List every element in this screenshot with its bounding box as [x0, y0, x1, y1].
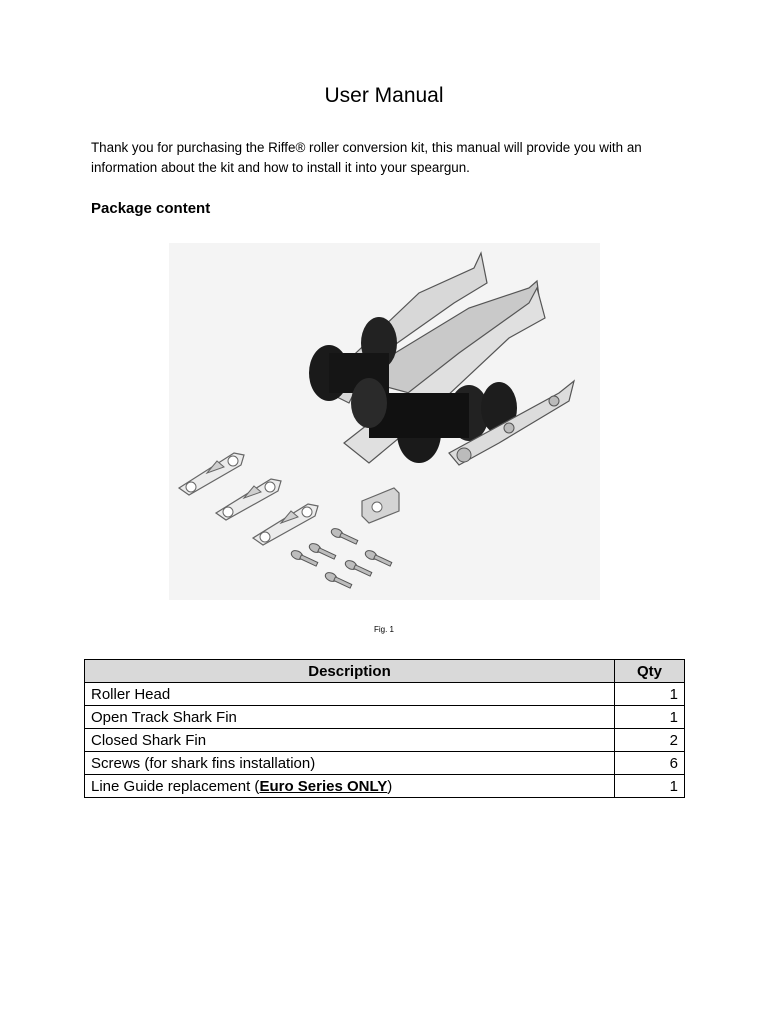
row-description-prefix: Line Guide replacement ( [91, 777, 260, 795]
table-row [85, 706, 685, 729]
row-description-suffix: ) [387, 777, 393, 795]
column-header-qty: Qty [615, 660, 685, 683]
row-description: Open Track Shark Fin [85, 706, 615, 729]
table-header-row [85, 660, 685, 683]
row-description: Closed Shark Fin [85, 729, 615, 752]
shark-fins-image [179, 453, 318, 545]
screws-image [290, 527, 393, 590]
section-heading-package-content: Package content [91, 200, 211, 217]
table-row [85, 729, 685, 752]
roller-head-image [309, 253, 574, 465]
row-description: Roller Head [85, 683, 615, 706]
column-header-description: Description [85, 660, 615, 683]
package-content-table [84, 659, 685, 798]
row-description: Screws (for shark fins installation) [85, 752, 615, 775]
table-row [85, 683, 685, 706]
figure-caption: Fig. 1 [373, 625, 394, 634]
table-row [85, 775, 685, 798]
row-qty: 1 [615, 683, 685, 706]
row-qty: 1 [615, 775, 685, 798]
euro-series-emphasis: Euro Series ONLY [259, 777, 388, 795]
row-qty: 1 [615, 706, 685, 729]
page-title: User Manual [324, 84, 444, 107]
kit-illustration [169, 243, 600, 600]
row-qty: 2 [615, 729, 685, 752]
intro-paragraph: Thank you for purchasing the Riffe® roller conversion kit, this manual will provide you with an information about the kit and how to install it into your speargun. [91, 140, 642, 175]
row-qty: 6 [615, 752, 685, 775]
line-guide-image [362, 488, 399, 523]
row-description [85, 775, 615, 798]
table-row [85, 752, 685, 775]
